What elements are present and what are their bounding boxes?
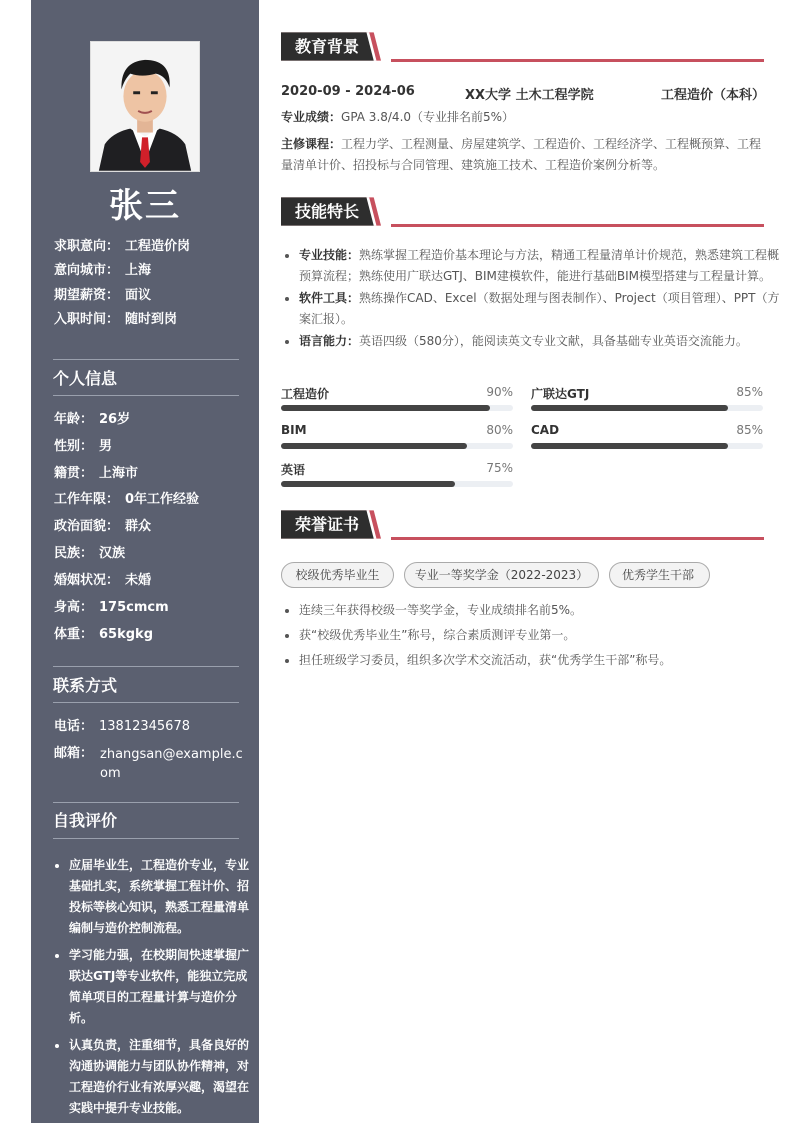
personal-item: 民族： 汉族 bbox=[54, 546, 126, 561]
resume-page: 张三 求职意向： 工程造价岗 意向城市： 上海 期望薪资： 面议 入职时间： 随时到岗 个人信息 年龄： 26岁 性别： 男 籍贯： 上海市 工作年限： 0年工作经验 政治面貌： 群众 民族： 汉族 婚姻状况： 未婚 身高： 175cmcm 体重： 65kgkg 联系方式 电话： 13812345678 邮箱： zhangsan@example.com 自我评价 • 应届毕业生，工程造价专业，专业基础扎实，系统掌握工程计价、招投标等核心知识，熟悉工程量清单编制与造价控制流程。 • 学习能力强，在校期间快速掌握广联达GTJ等专业软件，能独立完成简单项目的工程量计算与造价分析。 • 认真负责，注重细节，具备良好的沟通协调能力与团队协作精神，对工程造价行业有浓厚兴趣，渴望在实践中提升专业技能。 教育背景 2020-09 - 2024-06 XX大学 土木工程学院 工程造价（本科） 专业成绩：GPA 3.8/4.0（专业排名前5%） 主修课程：工程力学、工程测量、房屋建筑学、工程造价、工程经济学、工程概预算、工程量清单计价、招投标与合同管理、建筑施工技术、工程造价案例分析等。 技能特长 • 专业技能：熟练掌握工程造价基本理论与方法，精通工程量清单计价规范，熟悉建筑工程概预算流程；熟练使用广联达GTJ、BIM建模软件，能进行基础BIM模型搭建与工程量计算。 • 软件工具：熟练操作CAD、Excel（数据处理与图表制作）、Project（项目管理）、PPT（方案汇报）。 • 语言能力：英语四级（580分），能阅读英文专业文献，具备基础专业英语交流能力。 工程造价 90% 广联达GTJ 85% BIM 80% CAD 85% 英语 75% 荣誉证书 校级优秀毕业生 专业一等奖学金（2022-2023） 优秀学生干部 • 连续三年获得校级一等奖学金，专业成绩排名前5%。 • 获“校级优秀毕业生”称号，综合素质测评专业第一。 • 担任班级学习委员，组织多次学术交流活动，获“优秀学生干部”称号。 bbox=[0, 0, 794, 1123]
job-item: 入职时间： 随时到岗 bbox=[54, 312, 178, 327]
job-item: 求职意向： 工程造价岗 bbox=[54, 239, 191, 254]
contact-heading: 联系方式 bbox=[53, 676, 118, 695]
personal-item: 工作年限： 0年工作经验 bbox=[54, 492, 200, 507]
email-label: 邮箱： bbox=[54, 746, 94, 761]
list-item: • 应届毕业生，工程造价专业，专业基础扎实，系统掌握工程计价、招投标等核心知识，熟悉工程量清单编制与造价控制流程。 bbox=[69, 855, 259, 939]
section-rule bbox=[391, 224, 764, 227]
personal-item: 籍贯： 上海市 bbox=[54, 466, 139, 481]
avatar-portrait-icon bbox=[91, 42, 199, 171]
list-item: • 获“校级优秀毕业生”称号，综合素质测评专业第一。 bbox=[299, 623, 782, 647]
divider bbox=[53, 802, 239, 803]
divider bbox=[53, 838, 239, 839]
personal-item: 身高： 175cmcm bbox=[54, 600, 169, 615]
phone-item: 电话： 13812345678 bbox=[54, 719, 190, 734]
section-title: 技能特长 bbox=[295, 202, 360, 221]
self-eval-list bbox=[51, 855, 259, 1123]
education-score: 专业成绩：GPA 3.8/4.0（专业排名前5%） bbox=[281, 110, 515, 124]
section-rule bbox=[391, 537, 764, 540]
honors-header bbox=[281, 509, 764, 540]
list-item: • 语言能力：英语四级（580分），能阅读英文专业文献，具备基础专业英语交流能力。 bbox=[299, 331, 782, 352]
honor-tag: 校级优秀毕业生 bbox=[281, 562, 394, 588]
education-period: 2020-09 - 2024-06 bbox=[281, 84, 415, 99]
education-school: XX大学 土木工程学院 bbox=[465, 88, 594, 103]
list-item: • 担任班级学习委员，组织多次学术交流活动，获“优秀学生干部”称号。 bbox=[299, 648, 782, 672]
skills-header bbox=[281, 196, 764, 227]
personal-info-heading: 个人信息 bbox=[53, 369, 118, 388]
honor-tag: 优秀学生干部 bbox=[609, 562, 710, 588]
skills-list bbox=[281, 245, 782, 353]
divider bbox=[53, 395, 239, 396]
divider bbox=[53, 702, 239, 703]
personal-item: 政治面貌： 群众 bbox=[54, 519, 152, 534]
honor-tag: 专业一等奖学金（2022-2023） bbox=[404, 562, 599, 588]
list-item: • 专业技能：熟练掌握工程造价基本理论与方法，精通工程量清单计价规范，熟悉建筑工程概预算流程；熟练使用广联达GTJ、BIM建模软件，能进行基础BIM模型搭建与工程量计算。 bbox=[299, 245, 782, 287]
job-item: 期望薪资： 面议 bbox=[54, 288, 152, 303]
personal-item: 体重： 65kgkg bbox=[54, 627, 154, 642]
personal-item: 年龄： 26岁 bbox=[54, 412, 131, 427]
list-item: • 连续三年获得校级一等奖学金，专业成绩排名前5%。 bbox=[299, 598, 782, 622]
section-rule bbox=[391, 59, 764, 62]
candidate-name: 张三 bbox=[109, 186, 181, 226]
education-header bbox=[281, 31, 764, 62]
email-value: zhangsan@example.com bbox=[100, 747, 243, 781]
divider bbox=[53, 359, 239, 360]
sidebar bbox=[31, 0, 259, 1123]
personal-item: 婚姻状况： 未婚 bbox=[54, 573, 152, 588]
section-title: 荣誉证书 bbox=[295, 515, 360, 534]
avatar bbox=[90, 41, 200, 172]
education-degree: 工程造价（本科） bbox=[661, 88, 766, 103]
self-eval-heading: 自我评价 bbox=[53, 811, 118, 830]
job-item: 意向城市： 上海 bbox=[54, 263, 152, 278]
divider bbox=[53, 666, 239, 667]
personal-item: 性别： 男 bbox=[54, 439, 113, 454]
honors-list bbox=[281, 598, 782, 673]
list-item: • 软件工具：熟练操作CAD、Excel（数据处理与图表制作）、Project（项目管理）、PPT（方案汇报）。 bbox=[299, 288, 782, 330]
list-item: • 认真负责，注重细节，具备良好的沟通协调能力与团队协作精神，对工程造价行业有浓厚兴趣，渴望在实践中提升专业技能。 bbox=[69, 1035, 259, 1119]
education-courses: 主修课程：工程力学、工程测量、房屋建筑学、工程造价、工程经济学、工程概预算、工程量清单计价、招投标与合同管理、建筑施工技术、工程造价案例分析等。 bbox=[281, 137, 762, 172]
list-item: • 学习能力强，在校期间快速掌握广联达GTJ等专业软件，能独立完成简单项目的工程量计算与造价分析。 bbox=[69, 945, 259, 1029]
section-title: 教育背景 bbox=[295, 37, 360, 56]
